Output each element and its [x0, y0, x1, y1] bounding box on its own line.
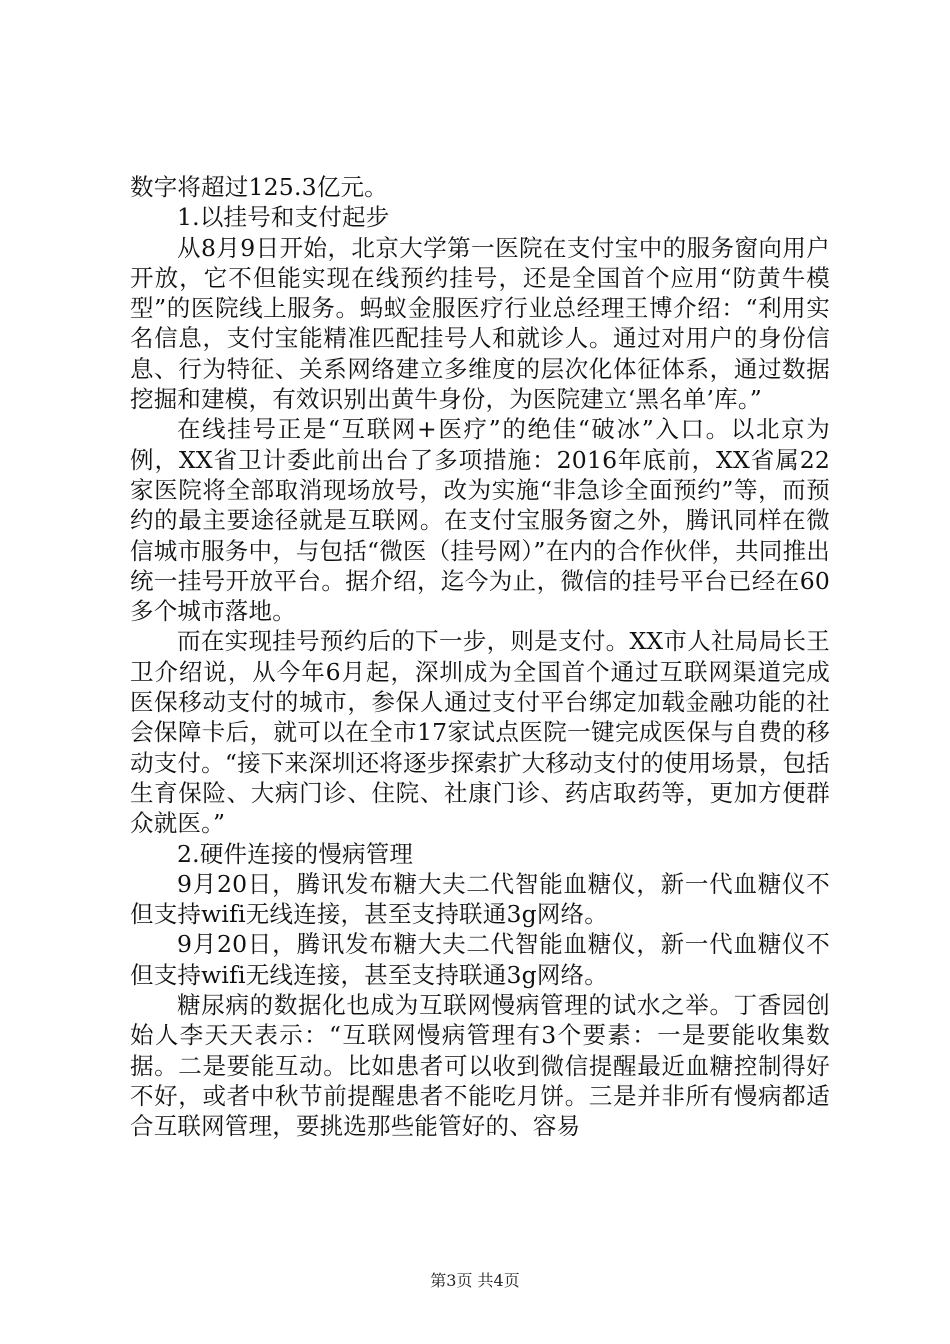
- paragraph-6: 9月20日，腾讯发布糖大夫二代智能血糖仪，新一代血糖仪不但支持wifi无线连接，甚至支持联通3g网络。: [130, 930, 830, 989]
- section-heading-1: 1.以挂号和支付起步: [177, 203, 390, 232]
- section-heading-2: 2.硬件连接的慢病管理: [177, 839, 414, 868]
- paragraph-7: 糖尿病的数据化也成为互联网慢病管理的试水之举。丁香园创始人李天天表示：“互联网慢病管理有3个要素：一是要能收集数据。二是要能互动。比如患者可以收到微信提醒最近血糖控制得好不好，或者中秋节前提醒患者不能吃月饼。三是并非所有慢病都适合互联网管理，要挑选那些能管好的、容易: [130, 991, 830, 1141]
- paragraph-3: 在线挂号正是“互联网+医疗”的绝佳“破冰”入口。以北京为例，XX省卫计委此前出台了多项措施：2016年底前，XX省属22家医院将全部取消现场放号，改为实施“非急诊全面预约”等，而预约的最主要途径就是互联网。在支付宝服务窗之外，腾讯同样在微信城市服务中，与包括“微医（挂号网）”在内的合作伙伴，共同推出统一挂号开放平台。据介绍，迄今为止，微信的挂号平台已经在60多个城市落地。: [130, 415, 830, 626]
- page-number-footer: 第3页 共4页: [430, 1271, 520, 1290]
- paragraph-1: 数字将超过125.3亿元。: [130, 173, 388, 201]
- paragraph-2: 从8月9日开始，北京大学第一医院在支付宝中的服务窗向用户开放，它不但能实现在线预约挂号，还是全国首个应用“防黄牛模型”的医院线上服务。蚂蚁金服医疗行业总经理王博介绍：“利用实名信息，支付宝能精准匹配挂号人和就诊人。通过对用户的身份信息、行为特征、关系网络建立多维度的层次化体征体系，通过数据挖掘和建模，有效识别出黄牛身份，为医院建立‘黑名单’库。”: [130, 233, 830, 414]
- paragraph-4: 而在实现挂号预约后的下一步，则是支付。XX市人社局局长王卫介绍说，从今年6月起，深圳成为全国首个通过互联网渠道完成医保移动支付的城市，参保人通过支付平台绑定加载金融功能的社会保障卡后，就可以在全市17家试点医院一键完成医保与自费的移动支付。“接下来深圳还将逐步探索扩大移动支付的使用场景，包括生育保险、大病门诊、住院、社康门诊、药店取药等，更加方便群众就医。”: [130, 627, 830, 838]
- document-body: [130, 172, 830, 1142]
- paragraph-5: 9月20日，腾讯发布糖大夫二代智能血糖仪，新一代血糖仪不但支持wifi无线连接，甚至支持联通3g网络。: [130, 869, 830, 929]
